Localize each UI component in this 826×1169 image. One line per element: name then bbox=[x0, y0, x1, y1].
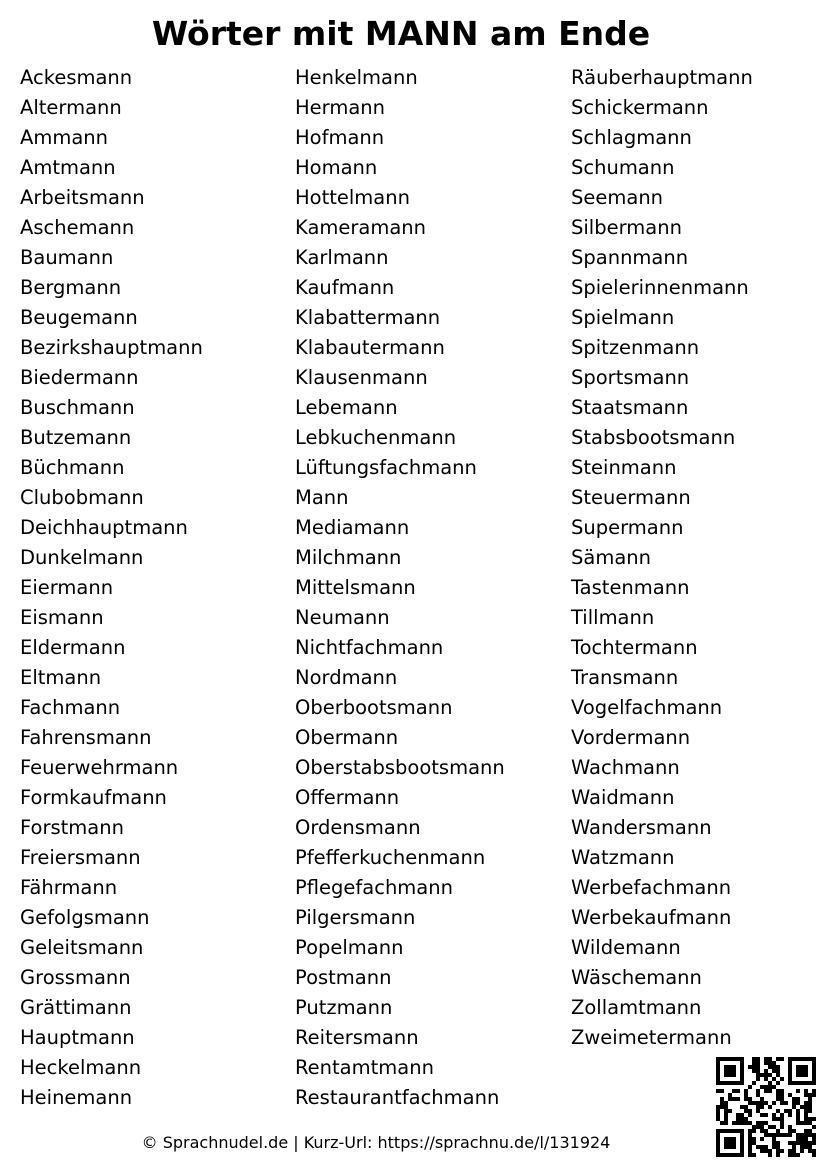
word-item: Zollamtmann bbox=[571, 996, 702, 1019]
word-item: Wäschemann bbox=[571, 966, 702, 989]
word-item: Hottelmann bbox=[295, 186, 410, 209]
word-item: Milchmann bbox=[295, 546, 402, 569]
word-item: Feuerwehrmann bbox=[20, 756, 179, 779]
word-item: Staatsmann bbox=[571, 396, 689, 419]
word-item: Eldermann bbox=[20, 636, 126, 659]
word-item: Werbekaufmann bbox=[571, 906, 732, 929]
word-item: Putzmann bbox=[295, 996, 393, 1019]
word-item: Fachmann bbox=[20, 696, 121, 719]
word-item: Obermann bbox=[295, 726, 399, 749]
word-item: Forstmann bbox=[20, 816, 124, 839]
word-item: Schlagmann bbox=[571, 126, 692, 149]
word-item: Oberstabsbootsmann bbox=[295, 756, 505, 779]
word-item: Mittelsmann bbox=[295, 576, 416, 599]
word-item: Bergmann bbox=[20, 276, 122, 299]
word-item: Eiermann bbox=[20, 576, 114, 599]
page-title: Wörter mit MANN am Ende bbox=[151, 14, 651, 53]
word-column-2 bbox=[295, 63, 505, 1113]
word-item: Lebkuchenmann bbox=[295, 426, 457, 449]
qr-code-icon[interactable] bbox=[716, 1057, 816, 1157]
word-item: Hauptmann bbox=[20, 1026, 135, 1049]
word-item: Waidmann bbox=[571, 786, 675, 809]
word-item: Spielmann bbox=[571, 306, 675, 329]
word-item: Grättimann bbox=[20, 996, 132, 1019]
word-item: Werbefachmann bbox=[571, 876, 732, 899]
word-item: Biedermann bbox=[20, 366, 139, 389]
word-item: Buschmann bbox=[20, 396, 135, 419]
word-item: Pilgersmann bbox=[295, 906, 416, 929]
word-item: Pflegefachmann bbox=[295, 876, 453, 899]
word-item: Sämann bbox=[571, 546, 651, 569]
word-item: Formkaufmann bbox=[20, 786, 167, 809]
word-item: Lüftungsfachmann bbox=[295, 456, 477, 479]
word-item: Freiersmann bbox=[20, 846, 141, 869]
word-item: Popelmann bbox=[295, 936, 404, 959]
word-item: Fährmann bbox=[20, 876, 118, 899]
word-item: Schumann bbox=[571, 156, 675, 179]
word-item: Heinemann bbox=[20, 1086, 133, 1109]
word-item: Dunkelmann bbox=[20, 546, 144, 569]
word-item: Eismann bbox=[20, 606, 104, 629]
word-item: Arbeitsmann bbox=[20, 186, 145, 209]
word-item: Seemann bbox=[571, 186, 664, 209]
word-item: Wachmann bbox=[571, 756, 680, 779]
word-item: Geleitsmann bbox=[20, 936, 144, 959]
word-item: Steuermann bbox=[571, 486, 691, 509]
word-item: Vogelfachmann bbox=[571, 696, 723, 719]
word-item: Schickermann bbox=[571, 96, 709, 119]
word-item: Bezirkshauptmann bbox=[20, 336, 203, 359]
word-item: Henkelmann bbox=[295, 66, 418, 89]
word-item: Watzmann bbox=[571, 846, 675, 869]
word-item: Aschemann bbox=[20, 216, 135, 239]
word-item: Butzemann bbox=[20, 426, 132, 449]
word-item: Hermann bbox=[295, 96, 385, 119]
word-item: Kameramann bbox=[295, 216, 427, 239]
word-item: Büchmann bbox=[20, 456, 125, 479]
word-item: Ackesmann bbox=[20, 66, 133, 89]
word-item: Mediamann bbox=[295, 516, 410, 539]
word-item: Clubobmann bbox=[20, 486, 144, 509]
word-column-1 bbox=[20, 63, 203, 1113]
word-item: Gefolgsmann bbox=[20, 906, 150, 929]
word-item: Heckelmann bbox=[20, 1056, 142, 1079]
word-item: Deichhauptmann bbox=[20, 516, 188, 539]
word-item: Supermann bbox=[571, 516, 684, 539]
word-item: Nordmann bbox=[295, 666, 398, 689]
word-item: Homann bbox=[295, 156, 378, 179]
word-item: Rentamtmann bbox=[295, 1056, 434, 1079]
word-item: Räuberhauptmann bbox=[571, 66, 753, 89]
word-item: Silbermann bbox=[571, 216, 682, 239]
word-item: Restaurantfachmann bbox=[295, 1086, 500, 1109]
word-item: Steinmann bbox=[571, 456, 677, 479]
word-column-3 bbox=[571, 63, 753, 1053]
word-item: Spitzenmann bbox=[571, 336, 700, 359]
word-item: Offermann bbox=[295, 786, 400, 809]
word-item: Wandersmann bbox=[571, 816, 712, 839]
word-item: Transmann bbox=[571, 666, 679, 689]
word-item: Grossmann bbox=[20, 966, 131, 989]
word-item: Eltmann bbox=[20, 666, 102, 689]
word-item: Klabattermann bbox=[295, 306, 441, 329]
word-item: Neumann bbox=[295, 606, 390, 629]
word-item: Klabautermann bbox=[295, 336, 445, 359]
word-item: Lebemann bbox=[295, 396, 398, 419]
word-item: Pfefferkuchenmann bbox=[295, 846, 486, 869]
word-item: Fahrensmann bbox=[20, 726, 152, 749]
word-item: Sportsmann bbox=[571, 366, 690, 389]
word-item: Klausenmann bbox=[295, 366, 428, 389]
word-item: Baumann bbox=[20, 246, 114, 269]
word-item: Karlmann bbox=[295, 246, 389, 269]
word-item: Spannmann bbox=[571, 246, 689, 269]
word-item: Stabsbootsmann bbox=[571, 426, 736, 449]
word-item: Oberbootsmann bbox=[295, 696, 453, 719]
word-item: Vordermann bbox=[571, 726, 691, 749]
word-item: Kaufmann bbox=[295, 276, 395, 299]
word-item: Altermann bbox=[20, 96, 122, 119]
word-item: Tochtermann bbox=[571, 636, 698, 659]
word-item: Beugemann bbox=[20, 306, 138, 329]
word-item: Tillmann bbox=[571, 606, 655, 629]
word-item: Wildemann bbox=[571, 936, 681, 959]
word-item: Ammann bbox=[20, 126, 108, 149]
word-item: Mann bbox=[295, 486, 349, 509]
word-item: Tastenmann bbox=[571, 576, 690, 599]
word-item: Reitersmann bbox=[295, 1026, 419, 1049]
word-item: Postmann bbox=[295, 966, 392, 989]
word-item: Hofmann bbox=[295, 126, 385, 149]
word-item: Spielerinnenmann bbox=[571, 276, 749, 299]
word-item: Nichtfachmann bbox=[295, 636, 444, 659]
word-item: Zweimetermann bbox=[571, 1026, 732, 1049]
word-item: Ordensmann bbox=[295, 816, 421, 839]
word-item: Amtmann bbox=[20, 156, 116, 179]
footer-credit: © Sprachnudel.de | Kurz-Url: https://sprachnu.de/l/131924 bbox=[141, 1133, 611, 1152]
